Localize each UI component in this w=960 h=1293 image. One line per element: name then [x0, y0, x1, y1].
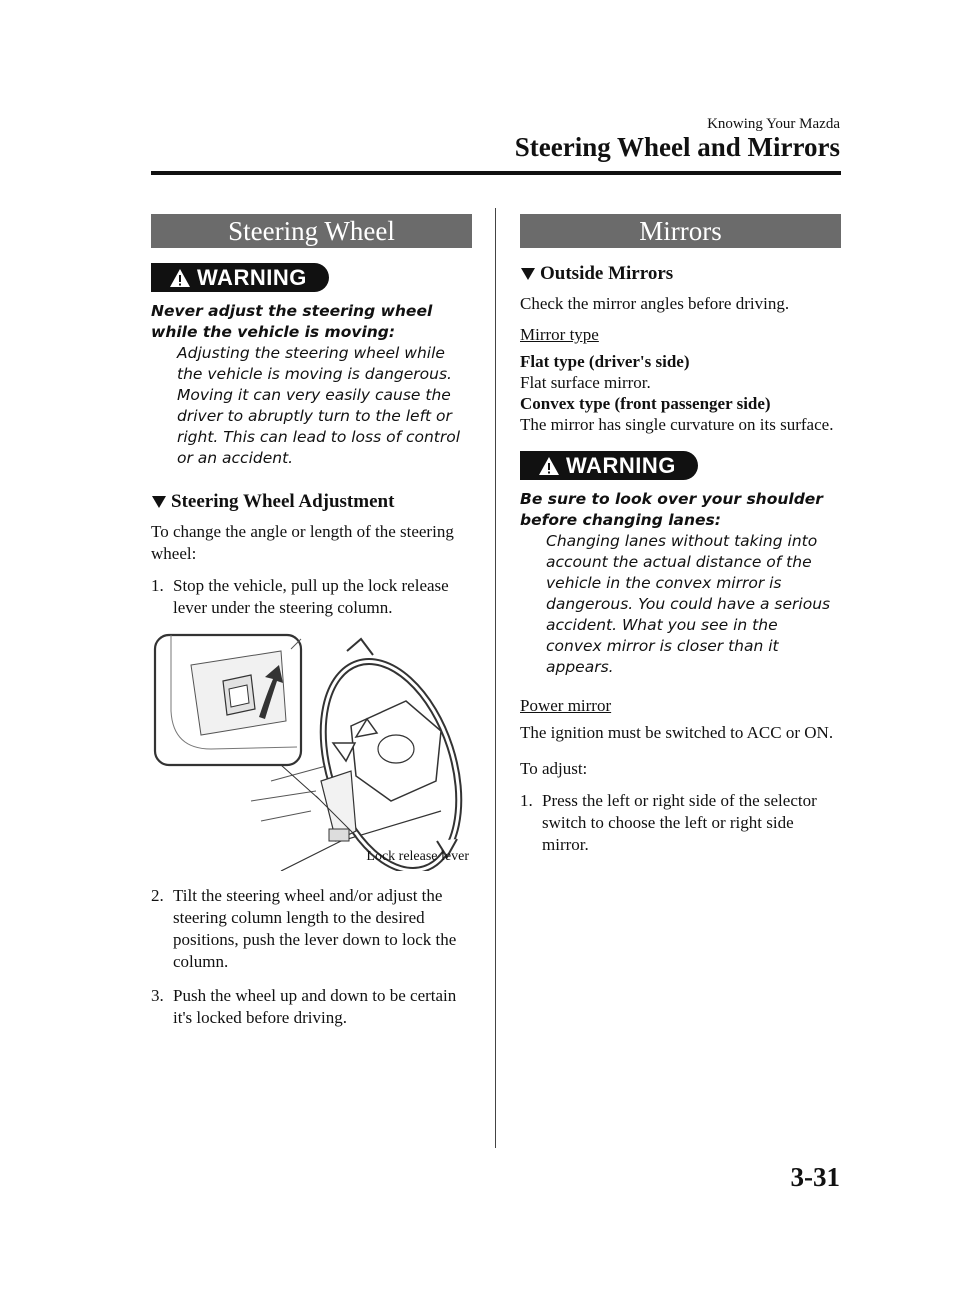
intro-text: To change the angle or length of the steering wheel: [151, 521, 454, 563]
step-item [151, 985, 472, 1029]
flat-type-text: Flat surface mirror. [520, 373, 651, 392]
steering-wheel-banner: Steering Wheel [151, 214, 472, 248]
warning-icon [169, 268, 191, 288]
warning-label [520, 451, 698, 480]
right-column [520, 214, 841, 868]
page-title: Steering Wheel and Mirrors [514, 132, 840, 162]
step-text: Push the wheel up and down to be certain it's locked before driving. [173, 985, 457, 1027]
subheading-steering-adjustment [151, 491, 472, 513]
subheading-outside-mirrors [520, 263, 841, 285]
subheading-text: Outside Mirrors [540, 263, 674, 284]
step-text: Stop the vehicle, pull up the lock release lever under the steering column. [173, 575, 449, 617]
warning-body: Adjusting the steering wheel while the vehicle is moving is dangerous. Moving it can very easily cause the driver to abruptly turn to the left or right. This can lead to loss of control or an accident. [177, 343, 461, 467]
step-item [520, 790, 841, 856]
step-number: 1. [520, 790, 533, 810]
column-divider [495, 208, 496, 1148]
step-number: 3. [151, 985, 164, 1005]
step-text: Tilt the steering wheel and/or adjust the steering column length to the desired positions, push the lever down to lock the column. [173, 885, 457, 971]
convex-type-title: Convex type (front passenger side) [520, 394, 771, 413]
power-mirror-heading: Power mirror [520, 695, 612, 715]
left-column [151, 214, 472, 1041]
step-number: 1. [151, 575, 164, 595]
steering-figure [151, 631, 471, 871]
triangle-down-icon [520, 267, 536, 281]
convex-type-text: The mirror has single curvature on its surface. [520, 415, 834, 434]
mirrors-banner: Mirrors [520, 214, 841, 248]
mirror-type-heading: Mirror type [520, 325, 599, 344]
warning-title: Be sure to look over your shoulder before changing lanes: [520, 489, 823, 529]
step-item [151, 575, 472, 619]
steering-wheel-illustration [151, 631, 471, 871]
adjust-intro: To adjust: [520, 758, 588, 778]
header-section: Knowing Your Mazda [707, 116, 840, 132]
warning-label-text: WARNING [197, 264, 307, 290]
step-item [151, 885, 472, 973]
warning-title: Never adjust the steering wheel while the vehicle is moving: [151, 301, 433, 341]
intro-text: Check the mirror angles before driving. [520, 294, 790, 313]
subheading-text: Steering Wheel Adjustment [171, 490, 395, 512]
power-mirror-text: The ignition must be switched to ACC or ON. [520, 722, 834, 742]
warning-label [151, 263, 329, 292]
warning-body: Changing lanes without taking into account the actual distance of the vehicle in the convex mirror is dangerous. You could have a serious accident. What you see in the convex mirror is closer than it appears. [546, 531, 831, 676]
figure-caption: Lock release lever [366, 848, 469, 864]
step-text: Press the left or right side of the selector switch to choose the left or right side mirror. [542, 790, 817, 854]
warning-label-text: WARNING [566, 452, 676, 478]
flat-type-title: Flat type (driver's side) [520, 352, 690, 371]
step-number: 2. [151, 885, 164, 905]
warning-icon [538, 456, 560, 476]
triangle-down-icon [151, 495, 167, 509]
page-number: 3-31 [790, 1162, 840, 1192]
header-rule [151, 171, 841, 175]
